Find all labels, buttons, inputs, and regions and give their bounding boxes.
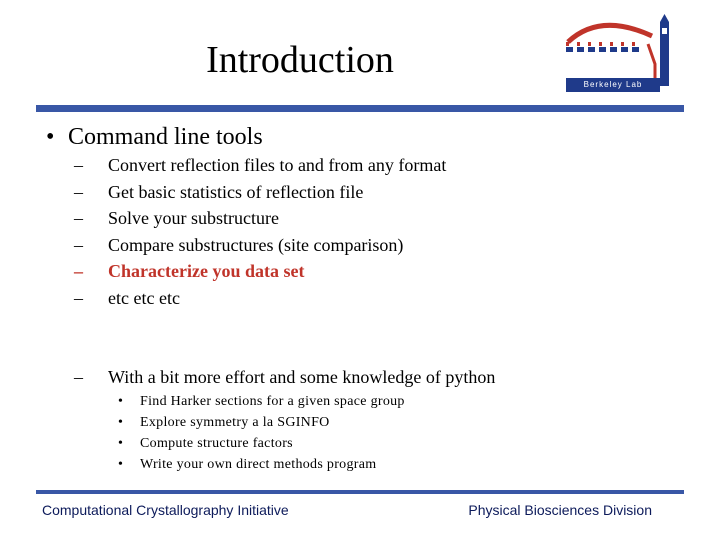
python-item-text: With a bit more effort and some knowledge of python (108, 367, 496, 387)
list-item-text: Write your own direct methods program (140, 457, 377, 472)
list-item-text: Convert reflection files to and from any format (108, 155, 447, 175)
list-item (118, 412, 405, 433)
dash-icon: – (74, 234, 83, 255)
bullet-icon: • (46, 124, 55, 150)
python-item (74, 365, 495, 389)
dash-icon: – (74, 208, 83, 229)
list-item-text: Get basic statistics of reflection file (108, 181, 364, 202)
footer-left-text: Computational Crystallography Initiative (42, 502, 289, 518)
list-item-highlighted (74, 258, 446, 285)
slide-title: Introduction (206, 39, 394, 81)
dash-icon: – (74, 287, 83, 308)
bullet-icon: • (118, 394, 124, 409)
footer-right-text: Physical Biosciences Division (468, 502, 652, 518)
list-item (74, 232, 446, 259)
tool-list (74, 152, 446, 312)
list-item-text: Find Harker sections for a given space group (140, 394, 405, 409)
list-item-text: etc etc etc (108, 287, 180, 308)
dash-icon: – (74, 155, 83, 175)
dash-icon: – (74, 261, 83, 282)
main-bullet (46, 124, 263, 151)
list-item-text: Explore symmetry a la SGINFO (140, 415, 330, 430)
list-item (74, 179, 446, 206)
python-list (118, 391, 405, 475)
list-item-text: Compare substructures (site comparison) (108, 234, 404, 255)
bullet-icon: • (118, 457, 124, 472)
logo-text (566, 78, 660, 92)
bullet-icon: • (118, 415, 124, 430)
list-item (74, 152, 446, 179)
list-item (118, 391, 405, 412)
header-rule (36, 105, 684, 112)
footer-rule (36, 490, 684, 494)
list-item (118, 433, 405, 454)
list-item-text: Characterize you data set (108, 261, 305, 282)
main-bullet-text: Command line tools (68, 124, 263, 150)
dash-icon: – (74, 181, 83, 202)
logo-text-label: Berkeley Lab (583, 80, 643, 89)
list-item (118, 454, 405, 475)
list-item (74, 205, 446, 232)
dash-icon: – (74, 367, 83, 387)
list-item-text: Solve your substructure (108, 208, 279, 229)
bullet-icon: • (118, 436, 124, 451)
list-item-text: Compute structure factors (140, 436, 293, 451)
list-item (74, 285, 446, 312)
